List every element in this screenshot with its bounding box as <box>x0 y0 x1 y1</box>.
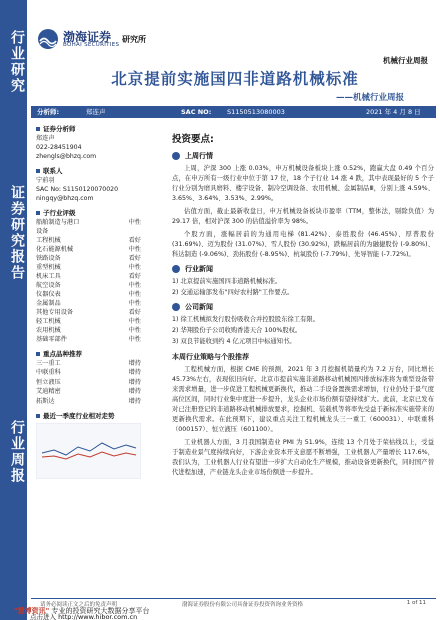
stock-row <box>36 378 141 387</box>
stock-name: 艾迪精密 <box>36 388 61 396</box>
market-paragraph-3: 个股方面，涨幅居前的为通用电梯 (81.42%)、泰胜股份 (46.45%)、厚普股份 (31.69%)、迈为股份 (31.07%)、雪人股份 (30.92%)，跌幅居前的为融捷股份 (-9.80%)、科达制造 (-9.06%)、劲拓股份 (-8.95%)、杭氧股份 (-7.79%)、先导智能 (-7.72%)。 <box>172 231 434 258</box>
rating-value: 看好 <box>128 255 141 262</box>
rating-row <box>36 335 141 344</box>
analyst-phone: 022-28451904 <box>36 144 82 151</box>
rating-row <box>36 236 141 245</box>
rating-row <box>36 308 141 317</box>
rating-row <box>36 290 141 299</box>
stock-row <box>36 397 141 406</box>
rating-row <box>36 272 141 281</box>
rating-sector: 基础零部件 <box>36 336 67 343</box>
rating-row <box>36 317 141 326</box>
side-label-securities-report: 证券研究报告 <box>9 185 25 281</box>
rating-row <box>36 299 141 308</box>
contact-email[interactable]: ningqy@bhzq.com <box>36 195 94 202</box>
rating-value: 中性 <box>128 264 141 271</box>
bullet-icon <box>172 265 180 273</box>
footer-disclaimer: 请务必阅读正文之后的免责声明 <box>40 602 118 608</box>
company-news-item: 3) 双良节能收到约 4 亿元项目中标通知书。 <box>172 338 296 345</box>
rating-sector: 铁路设备 <box>36 255 61 262</box>
analyst-section-heading: 证券分析师 <box>36 124 141 133</box>
market-paragraph-2: 估值方面，截止最新收盘日，申万机械设备板块市盈率（TTM，整体法，剔除负值）为 29.17 倍，相对沪深 300 的估值溢价率为 98%。 <box>172 208 434 225</box>
report-title: 北京提前实施国四非道路机械标准 <box>111 69 359 88</box>
rating-sector: 其他专用设备 <box>36 309 74 316</box>
relative-trend-chart <box>36 423 141 479</box>
stock-rating: 增持 <box>128 378 141 386</box>
stock-name: 拓斯达 <box>36 397 55 405</box>
analyst-label: 分析师: <box>37 108 60 116</box>
rating-sector: 工程机械 <box>36 237 61 244</box>
company-news-item: 2) 华翔股份子公司收购香港天合 100%股权。 <box>172 327 302 334</box>
report-subtitle: ——机械行业周报 <box>335 93 404 103</box>
side-label-industry-weekly: 行业周报 <box>9 420 25 484</box>
stock-name: 中联重科 <box>36 369 61 377</box>
watermark-brand: "慧博资讯" 专业的投资研究大数据分享平台 <box>14 607 150 615</box>
rating-sector: 设备 <box>36 228 49 235</box>
analyst-contact-name: 郑连声 <box>36 135 55 142</box>
chart-section-heading: 最近一季度行业相对走势 <box>36 411 141 420</box>
rating-value: 中性 <box>128 318 141 325</box>
section-strategy: 本周行业策略与个股推荐 <box>172 353 249 361</box>
analyst-email[interactable]: zhengls@bhzq.com <box>36 153 97 160</box>
investment-points-heading: 投资要点: <box>172 134 214 145</box>
rating-table <box>36 218 141 344</box>
logo-name: 渤海证券 <box>63 30 112 44</box>
rating-row <box>36 227 141 236</box>
rating-value: 中性 <box>128 246 141 253</box>
side-label-industry-research: 行业研究 <box>9 30 25 94</box>
section-weekly-market: 上周行情 <box>172 151 434 161</box>
rating-sector: 农用机械 <box>36 327 61 334</box>
sac-label: SAC NO: <box>181 108 212 116</box>
stock-name: 三一重工 <box>36 360 61 367</box>
rating-value: 看好 <box>128 237 141 244</box>
main-content <box>172 135 434 481</box>
stock-section-heading: 重点品种推荐 <box>36 349 141 358</box>
rating-sector: 船舶制造与港口 <box>36 219 80 226</box>
bohai-logo-icon <box>37 28 59 50</box>
stock-rating: 增持 <box>128 388 141 396</box>
rating-sector: 重型机械 <box>36 264 61 271</box>
rating-value: 中性 <box>128 219 141 226</box>
rating-sector: 航空设备 <box>36 282 61 289</box>
report-type: 机械行业周报 <box>383 56 428 65</box>
industry-news-item: 1) 北京提前实施国四非道路机械标准。 <box>172 278 282 285</box>
rating-row <box>36 263 141 272</box>
rating-value: 中性 <box>128 327 141 334</box>
left-column <box>36 124 141 481</box>
rating-value: 看好 <box>128 309 141 316</box>
footer-qualification: 渤海证券股份有限公司具备证券投资咨询业务资格 <box>182 602 304 608</box>
rating-sector: 轻工机械 <box>36 318 61 325</box>
logo-english: BOHAI SECURITIES <box>63 42 120 48</box>
institute-label: 研究所 <box>122 35 146 44</box>
contact-name: 宁前羽 <box>36 177 55 184</box>
stock-row <box>36 387 141 396</box>
rating-sector: 化石能源机械 <box>36 246 74 253</box>
stock-name: 恒立液压 <box>36 378 61 386</box>
analyst-name: 郑连声 <box>86 108 106 116</box>
stock-row <box>36 359 141 368</box>
industry-news-item: 2) 交通运输部发布"四好农村路"工作要点。 <box>172 289 294 296</box>
rating-sector: 机床工具 <box>36 273 61 280</box>
contact-section-heading: 联系人 <box>36 166 141 175</box>
bullet-icon <box>172 152 180 160</box>
footer-rule <box>31 598 436 599</box>
rating-value: 中性 <box>128 300 141 307</box>
sac-number: S1150513080003 <box>227 108 285 116</box>
rating-value: 中性 <box>128 282 141 289</box>
rating-value: 中性 <box>128 336 141 343</box>
strategy-paragraph-2: 工业机器人方面，3 月我国制造业 PMI 为 51.9%，连续 13 个月处于荣枯线以上，受益于制造业景气度持续向好，下游企业资本开支意愿不断增强，工业机器人产量增长 117.6%，我们认为，工业机器人行业有望进一步扩大自动化生产规模，推动设备更新换代，同时国产替代进程加速，产业链龙头企业市场份额进一步提升。 <box>172 439 434 476</box>
stock-rating: 增持 <box>128 360 141 367</box>
stock-row <box>36 368 141 377</box>
info-bar <box>31 106 436 118</box>
rating-row <box>36 218 141 227</box>
page-number: 1 of 11 <box>406 600 426 606</box>
rating-value: 看好 <box>128 273 141 280</box>
rating-row <box>36 326 141 335</box>
market-paragraph-1: 上周，沪深 300 上涨 0.03%，申万机械设备板块上涨 0.52%，跑赢大盘 0.49 个百分点，在申万所有一级行业中位于第 17 位，18 个子行业 14 涨 4 跌，其中表现最好的 5 个子行业分别为磨具磨料、楼宇设备、制冷空调设备、农用机械、金属制品Ⅲ，分别上涨 4.59%、3.65%、3.64%、3.53%、2.99%。 <box>172 165 434 202</box>
bullet-icon <box>172 303 180 311</box>
report-date: 2021 年 4 月 8 日 <box>366 108 421 116</box>
watermark-link[interactable]: 点击进入 http://www.hibor.com.cn <box>30 613 138 620</box>
rating-section-heading: 子行业评级 <box>36 208 141 217</box>
stock-rating: 增持 <box>128 369 141 377</box>
rating-row <box>36 245 141 254</box>
rating-value <box>118 227 141 236</box>
rating-row <box>36 254 141 263</box>
contact-sac: SAC No: S1150120070020 <box>36 186 119 193</box>
section-industry-news: 行业新闻 <box>172 264 434 274</box>
company-news-item: 1) 徐工机械拟发行股份吸收合并控股股东徐工有限。 <box>172 316 319 323</box>
rating-sector: 金属制品 <box>36 300 61 307</box>
stock-rating: 增持 <box>128 397 141 405</box>
strategy-paragraph-1: 工程机械方面，根据 CME 的预测，2021 年 3 月挖掘机销量约为 7.2 万台，同比增长 45.73%左右，表现依旧向好。北京市提前实施非道路移动机械国四排放标准将为重型设备带来需求增量，进一步促进工程机械更新换代，推动二手设备置换需求增加，行业仍处于景气度高位区间，同时行业集中度进一步提升，龙头企业市场份额有望持续扩大。此前，北京已发布对已注册登记的非道路移动机械排放要求，挖掘机、装载机等将率先受益于新标准实施带来的更新换代需求。在此预期下，建议重点关注工程机械龙头三一重工（600031）、中联重科（000157）、恒立液压（601100）。 <box>172 366 434 433</box>
rating-value: 中性 <box>128 291 141 298</box>
rating-row <box>36 281 141 290</box>
section-company-news: 公司新闻 <box>172 302 434 312</box>
rating-sector: 仪器仪表 <box>36 291 61 298</box>
stock-table <box>36 359 141 406</box>
